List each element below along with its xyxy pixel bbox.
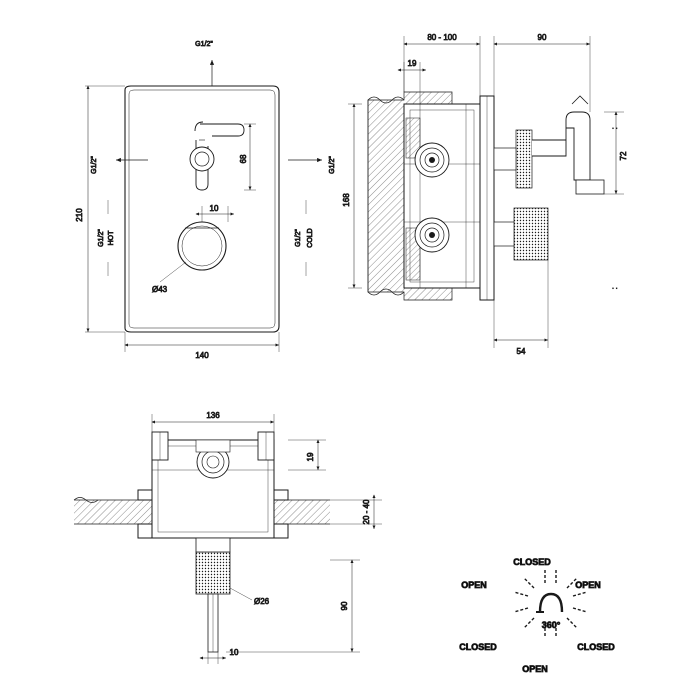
rotation-center-label: 360° [541,620,561,630]
dim-plan-small: 19 [306,452,315,462]
port-left-label: G1/2" [91,156,98,174]
dim-knob-diameter: Ø43 [152,285,168,294]
port-top-label: G1/2" [195,41,213,48]
rotation-label-bottom-left: CLOSED [459,642,497,652]
side-section-view [342,33,628,356]
dim-hook-height: 72 [619,151,628,161]
dim-plate-depth: 54 [516,347,526,356]
port-right-label: G1/2" [329,156,336,174]
dim-wall-thickness: 19 [407,59,417,68]
dim-plan-depth: 90 [340,601,349,611]
rotation-label-top-right: OPEN [575,580,601,590]
rotation-label-top: CLOSED [513,557,551,567]
dim-wall-range: 80 - 100 [427,33,457,42]
front-elevation-view [75,41,336,360]
dim-spindle-length: 10 [229,648,239,657]
port-cold-label: G1/2" [295,229,302,247]
dim-handle-offset: 68 [239,154,248,164]
dim-plan-width: 136 [206,411,220,420]
rotation-label-top-left: OPEN [461,580,487,590]
dim-knob-offset: 10 [209,204,219,213]
tick-mark-b: · · [612,286,618,292]
tick-mark-a: · · [612,126,618,132]
dim-front-width: 140 [195,351,209,360]
dim-front-height: 210 [75,208,84,222]
rotation-diagram [459,557,615,674]
dim-spindle-diameter: Ø26 [254,597,270,606]
plan-section-view [74,411,382,664]
rotation-label-bottom: OPEN [522,664,548,674]
port-hot-name: HOT [108,230,115,246]
dim-section-height: 168 [342,193,351,207]
port-hot-label: G1/2" [98,229,105,247]
rotation-label-bottom-right: CLOSED [577,642,615,652]
port-cold-name: COLD [307,228,314,248]
dim-plan-wall-range: 20 - 40 [362,499,371,525]
dim-body-depth: 90 [537,33,547,42]
